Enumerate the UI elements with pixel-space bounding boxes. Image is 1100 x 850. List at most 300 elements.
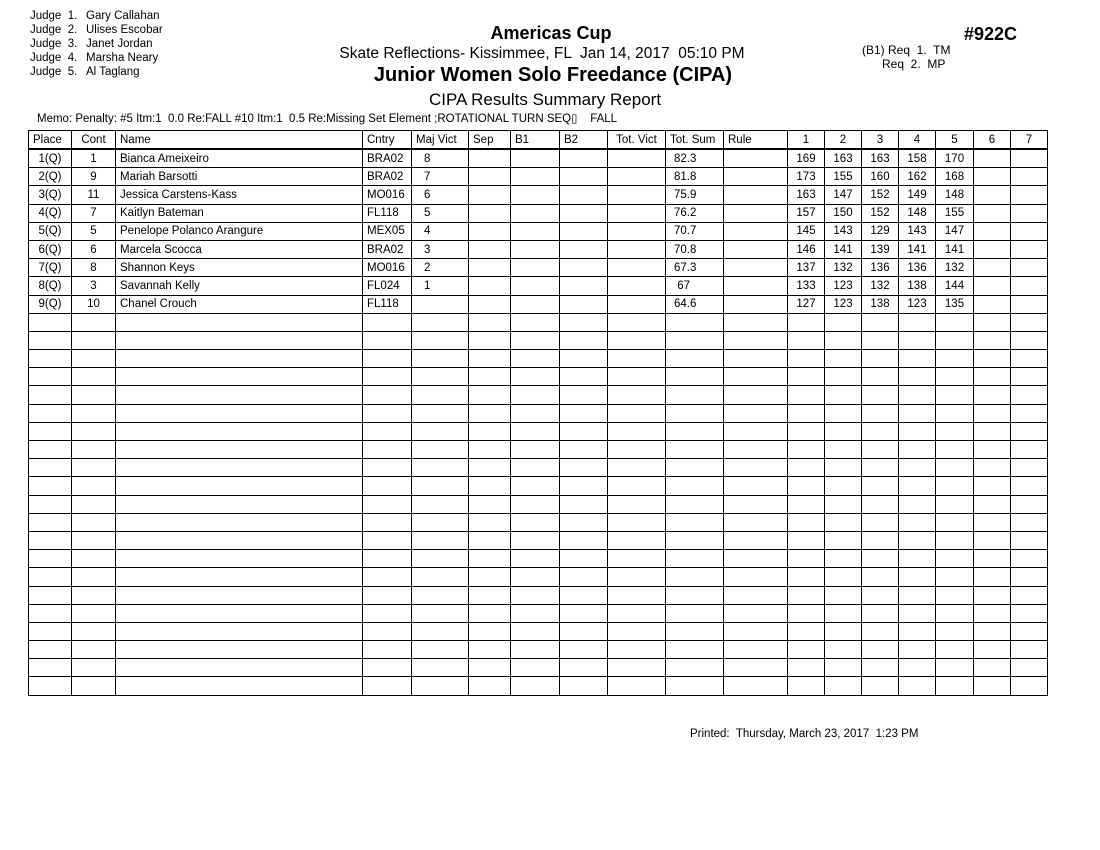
empty-cell xyxy=(1011,622,1048,640)
empty-cell xyxy=(511,550,560,568)
judge-name: Marsha Neary xyxy=(86,52,159,64)
b1-cell xyxy=(511,259,560,277)
empty-cell xyxy=(608,368,666,386)
judge-4-score: 149 xyxy=(899,186,936,204)
sep-cell xyxy=(469,259,511,277)
empty-cell xyxy=(72,568,116,586)
judge-7-score xyxy=(1011,222,1048,240)
tot-vict-cell xyxy=(608,277,666,295)
b1-cell xyxy=(511,186,560,204)
empty-cell xyxy=(862,531,899,549)
empty-cell xyxy=(974,586,1011,604)
empty-cell xyxy=(974,513,1011,531)
empty-cell xyxy=(788,622,825,640)
empty-cell xyxy=(974,622,1011,640)
empty-cell xyxy=(1011,550,1048,568)
empty-cell xyxy=(608,513,666,531)
empty-cell xyxy=(608,659,666,677)
empty-cell xyxy=(560,513,608,531)
empty-cell xyxy=(412,441,469,459)
empty-cell xyxy=(666,386,724,404)
judge-name: Gary Callahan xyxy=(86,10,160,22)
empty-cell xyxy=(469,441,511,459)
judge-1-score: 157 xyxy=(788,204,825,222)
empty-cell xyxy=(412,641,469,659)
empty-cell xyxy=(469,404,511,422)
place-cell: 4(Q) xyxy=(29,204,72,222)
empty-cell xyxy=(363,441,412,459)
empty-cell xyxy=(862,622,899,640)
empty-cell xyxy=(666,586,724,604)
empty-cell xyxy=(724,368,788,386)
b2-cell xyxy=(560,259,608,277)
judge-4-score: 162 xyxy=(899,168,936,186)
empty-cell xyxy=(899,441,936,459)
judge-1-score: 169 xyxy=(788,149,825,168)
rule-cell xyxy=(724,149,788,168)
empty-cell xyxy=(825,550,862,568)
empty-cell xyxy=(974,441,1011,459)
cont-cell: 6 xyxy=(72,240,116,258)
empty-cell xyxy=(899,513,936,531)
empty-cell xyxy=(936,604,974,622)
empty-cell xyxy=(974,422,1011,440)
col-header-judge-1: 1 xyxy=(788,131,825,150)
empty-table-row xyxy=(29,604,1048,622)
empty-cell xyxy=(511,441,560,459)
empty-cell xyxy=(862,422,899,440)
empty-cell xyxy=(608,350,666,368)
empty-cell xyxy=(363,641,412,659)
empty-table-row xyxy=(29,531,1048,549)
empty-cell xyxy=(511,586,560,604)
empty-cell xyxy=(899,641,936,659)
name-cell: Savannah Kelly xyxy=(116,277,363,295)
empty-cell xyxy=(363,368,412,386)
empty-cell xyxy=(788,604,825,622)
judge-3-score: 139 xyxy=(862,240,899,258)
empty-cell xyxy=(936,459,974,477)
empty-cell xyxy=(724,568,788,586)
judge-3-score: 129 xyxy=(862,222,899,240)
empty-cell xyxy=(1011,586,1048,604)
judge-7-score xyxy=(1011,186,1048,204)
empty-cell xyxy=(511,368,560,386)
empty-cell xyxy=(469,422,511,440)
empty-cell xyxy=(936,513,974,531)
empty-cell xyxy=(29,659,72,677)
empty-cell xyxy=(862,513,899,531)
empty-cell xyxy=(724,531,788,549)
empty-cell xyxy=(666,459,724,477)
b2-cell xyxy=(560,222,608,240)
maj-vict-cell: 2 xyxy=(412,259,469,277)
empty-cell xyxy=(899,404,936,422)
maj-vict-cell: 6 xyxy=(412,186,469,204)
division-title-text: Junior Women Solo Freedance (CIPA) xyxy=(373,64,733,86)
b2-cell xyxy=(560,295,608,313)
empty-table-row xyxy=(29,677,1048,695)
empty-cell xyxy=(724,386,788,404)
empty-cell xyxy=(1011,513,1048,531)
empty-cell xyxy=(116,441,363,459)
empty-cell xyxy=(724,677,788,695)
empty-cell xyxy=(116,568,363,586)
cont-cell: 5 xyxy=(72,222,116,240)
empty-cell xyxy=(412,495,469,513)
empty-cell xyxy=(363,331,412,349)
empty-cell xyxy=(116,550,363,568)
empty-cell xyxy=(608,386,666,404)
sep-cell xyxy=(469,186,511,204)
table-row xyxy=(29,222,1048,240)
empty-cell xyxy=(974,550,1011,568)
empty-table-row xyxy=(29,350,1048,368)
col-header-name: Name xyxy=(116,131,363,150)
empty-cell xyxy=(511,604,560,622)
empty-cell xyxy=(29,459,72,477)
empty-cell xyxy=(560,350,608,368)
col-header-cntry: Cntry xyxy=(363,131,412,150)
empty-cell xyxy=(469,477,511,495)
empty-cell xyxy=(363,531,412,549)
empty-cell xyxy=(363,459,412,477)
judge-6-score xyxy=(974,240,1011,258)
empty-cell xyxy=(469,313,511,331)
judge-2-score: 123 xyxy=(825,295,862,313)
empty-cell xyxy=(608,641,666,659)
empty-cell xyxy=(560,404,608,422)
b1-cell xyxy=(511,277,560,295)
tot-sum-cell: 67.3 xyxy=(666,259,724,277)
empty-cell xyxy=(825,531,862,549)
empty-cell xyxy=(788,459,825,477)
empty-cell xyxy=(608,677,666,695)
empty-cell xyxy=(974,677,1011,695)
judge-6-score xyxy=(974,295,1011,313)
empty-cell xyxy=(511,622,560,640)
empty-table-row xyxy=(29,404,1048,422)
empty-cell xyxy=(116,604,363,622)
empty-cell xyxy=(29,350,72,368)
judge-name: Janet Jordan xyxy=(86,38,153,50)
cntry-cell: MO016 xyxy=(363,186,412,204)
empty-cell xyxy=(862,331,899,349)
empty-cell xyxy=(363,422,412,440)
referees-list xyxy=(862,43,950,71)
empty-cell xyxy=(724,641,788,659)
cntry-cell: FL118 xyxy=(363,295,412,313)
empty-cell xyxy=(116,641,363,659)
empty-cell xyxy=(825,568,862,586)
judge-6-score xyxy=(974,259,1011,277)
empty-cell xyxy=(825,386,862,404)
empty-cell xyxy=(560,386,608,404)
empty-cell xyxy=(862,313,899,331)
empty-cell xyxy=(72,604,116,622)
judge-1-score: 137 xyxy=(788,259,825,277)
name-cell: Kaitlyn Bateman xyxy=(116,204,363,222)
empty-table-row xyxy=(29,459,1048,477)
empty-cell xyxy=(862,568,899,586)
cntry-cell: BRA02 xyxy=(363,168,412,186)
tot-sum-cell: 64.6 xyxy=(666,295,724,313)
empty-cell xyxy=(72,622,116,640)
maj-vict-cell: 5 xyxy=(412,204,469,222)
empty-cell xyxy=(666,677,724,695)
judge-2-score: 123 xyxy=(825,277,862,295)
empty-cell xyxy=(363,677,412,695)
empty-cell xyxy=(788,568,825,586)
empty-cell xyxy=(608,441,666,459)
empty-cell xyxy=(560,568,608,586)
empty-cell xyxy=(511,677,560,695)
empty-cell xyxy=(936,331,974,349)
empty-cell xyxy=(412,331,469,349)
empty-cell xyxy=(899,313,936,331)
empty-cell xyxy=(666,659,724,677)
empty-cell xyxy=(788,641,825,659)
table-row xyxy=(29,149,1048,168)
judge-2-score: 155 xyxy=(825,168,862,186)
results-table xyxy=(28,130,1048,696)
judge-5-score: 144 xyxy=(936,277,974,295)
event-title-text: Americas Cup xyxy=(490,23,612,43)
empty-table-row xyxy=(29,477,1048,495)
judge-6-score xyxy=(974,186,1011,204)
empty-cell xyxy=(469,622,511,640)
empty-cell xyxy=(72,641,116,659)
empty-cell xyxy=(1011,477,1048,495)
empty-cell xyxy=(412,459,469,477)
judge-5-score: 170 xyxy=(936,149,974,168)
empty-cell xyxy=(788,550,825,568)
empty-cell xyxy=(936,641,974,659)
empty-cell xyxy=(469,550,511,568)
empty-cell xyxy=(363,350,412,368)
empty-cell xyxy=(666,441,724,459)
empty-cell xyxy=(608,313,666,331)
empty-cell xyxy=(899,659,936,677)
empty-cell xyxy=(608,531,666,549)
empty-cell xyxy=(862,386,899,404)
judge-4-score: 143 xyxy=(899,222,936,240)
col-header-judge-5: 5 xyxy=(936,131,974,150)
rule-cell xyxy=(724,222,788,240)
empty-cell xyxy=(862,586,899,604)
empty-cell xyxy=(825,495,862,513)
empty-cell xyxy=(1011,331,1048,349)
rule-cell xyxy=(724,240,788,258)
empty-cell xyxy=(974,568,1011,586)
empty-cell xyxy=(666,568,724,586)
judge-1-score: 163 xyxy=(788,186,825,204)
empty-cell xyxy=(469,495,511,513)
empty-cell xyxy=(412,422,469,440)
empty-cell xyxy=(936,368,974,386)
judge-5-score: 132 xyxy=(936,259,974,277)
judge-4-score: 123 xyxy=(899,295,936,313)
judge-3-score: 152 xyxy=(862,204,899,222)
empty-cell xyxy=(862,477,899,495)
empty-cell xyxy=(724,586,788,604)
judge-5-score: 135 xyxy=(936,295,974,313)
judge-6-score xyxy=(974,149,1011,168)
empty-cell xyxy=(412,604,469,622)
empty-cell xyxy=(116,404,363,422)
empty-cell xyxy=(511,350,560,368)
empty-cell xyxy=(29,568,72,586)
empty-cell xyxy=(825,604,862,622)
empty-cell xyxy=(72,441,116,459)
empty-cell xyxy=(788,350,825,368)
empty-cell xyxy=(363,604,412,622)
judge-2-score: 132 xyxy=(825,259,862,277)
cntry-cell: BRA02 xyxy=(363,149,412,168)
empty-cell xyxy=(1011,659,1048,677)
col-header-tot-sum: Tot. Sum xyxy=(666,131,724,150)
empty-cell xyxy=(511,513,560,531)
empty-cell xyxy=(29,550,72,568)
empty-cell xyxy=(788,331,825,349)
empty-cell xyxy=(899,622,936,640)
empty-table-row xyxy=(29,550,1048,568)
empty-cell xyxy=(469,677,511,695)
empty-cell xyxy=(469,531,511,549)
empty-cell xyxy=(29,368,72,386)
empty-cell xyxy=(1011,568,1048,586)
empty-cell xyxy=(974,459,1011,477)
empty-cell xyxy=(29,331,72,349)
cont-cell: 1 xyxy=(72,149,116,168)
b2-cell xyxy=(560,204,608,222)
empty-cell xyxy=(974,531,1011,549)
empty-cell xyxy=(666,331,724,349)
empty-cell xyxy=(825,513,862,531)
empty-cell xyxy=(29,677,72,695)
empty-cell xyxy=(788,586,825,604)
empty-cell xyxy=(72,495,116,513)
empty-cell xyxy=(116,313,363,331)
empty-cell xyxy=(1011,313,1048,331)
rule-cell xyxy=(724,186,788,204)
rule-cell xyxy=(724,277,788,295)
empty-cell xyxy=(788,495,825,513)
empty-cell xyxy=(974,331,1011,349)
table-row xyxy=(29,168,1048,186)
empty-cell xyxy=(862,350,899,368)
empty-cell xyxy=(936,422,974,440)
empty-cell xyxy=(608,422,666,440)
table-row xyxy=(29,259,1048,277)
judge-3-score: 160 xyxy=(862,168,899,186)
empty-cell xyxy=(608,459,666,477)
judge-3-score: 132 xyxy=(862,277,899,295)
table-row xyxy=(29,277,1048,295)
empty-cell xyxy=(862,604,899,622)
empty-cell xyxy=(72,422,116,440)
judge-5-score: 148 xyxy=(936,186,974,204)
tot-sum-cell: 81.8 xyxy=(666,168,724,186)
empty-cell xyxy=(511,641,560,659)
col-header-b1: B1 xyxy=(511,131,560,150)
judge-4-score: 141 xyxy=(899,240,936,258)
empty-cell xyxy=(788,441,825,459)
empty-cell xyxy=(608,550,666,568)
empty-cell xyxy=(825,586,862,604)
empty-cell xyxy=(469,350,511,368)
empty-cell xyxy=(511,404,560,422)
report-title xyxy=(0,90,1100,110)
judge-5-score: 155 xyxy=(936,204,974,222)
judge-7-score xyxy=(1011,168,1048,186)
empty-cell xyxy=(469,604,511,622)
tot-vict-cell xyxy=(608,149,666,168)
cntry-cell: MEX05 xyxy=(363,222,412,240)
empty-cell xyxy=(862,459,899,477)
judge-4-score: 138 xyxy=(899,277,936,295)
empty-cell xyxy=(363,586,412,604)
empty-cell xyxy=(560,495,608,513)
tot-vict-cell xyxy=(608,240,666,258)
judge-5-score: 168 xyxy=(936,168,974,186)
empty-cell xyxy=(116,459,363,477)
empty-table-row xyxy=(29,331,1048,349)
judge-line xyxy=(30,9,163,23)
empty-cell xyxy=(72,659,116,677)
b1-cell xyxy=(511,240,560,258)
empty-cell xyxy=(469,659,511,677)
sep-cell xyxy=(469,240,511,258)
empty-cell xyxy=(412,659,469,677)
b2-cell xyxy=(560,186,608,204)
empty-cell xyxy=(29,586,72,604)
empty-table-row xyxy=(29,622,1048,640)
empty-cell xyxy=(724,495,788,513)
empty-cell xyxy=(469,641,511,659)
empty-cell xyxy=(72,586,116,604)
cont-cell: 7 xyxy=(72,204,116,222)
empty-cell xyxy=(72,513,116,531)
judge-2-score: 147 xyxy=(825,186,862,204)
empty-cell xyxy=(116,495,363,513)
empty-cell xyxy=(72,368,116,386)
empty-cell xyxy=(412,586,469,604)
empty-cell xyxy=(974,313,1011,331)
empty-cell xyxy=(560,677,608,695)
judge-1-score: 145 xyxy=(788,222,825,240)
empty-table-row xyxy=(29,386,1048,404)
col-header-rule: Rule xyxy=(724,131,788,150)
empty-cell xyxy=(825,404,862,422)
judge-label: Judge 3. xyxy=(30,38,78,50)
judge-3-score: 152 xyxy=(862,186,899,204)
empty-cell xyxy=(788,659,825,677)
empty-cell xyxy=(29,422,72,440)
empty-cell xyxy=(724,441,788,459)
empty-cell xyxy=(363,386,412,404)
empty-table-row xyxy=(29,586,1048,604)
event-title xyxy=(0,23,1100,44)
empty-cell xyxy=(788,422,825,440)
name-cell: Shannon Keys xyxy=(116,259,363,277)
empty-cell xyxy=(899,550,936,568)
empty-cell xyxy=(788,531,825,549)
empty-cell xyxy=(974,604,1011,622)
empty-table-row xyxy=(29,659,1048,677)
empty-cell xyxy=(560,459,608,477)
name-cell: Chanel Crouch xyxy=(116,295,363,313)
